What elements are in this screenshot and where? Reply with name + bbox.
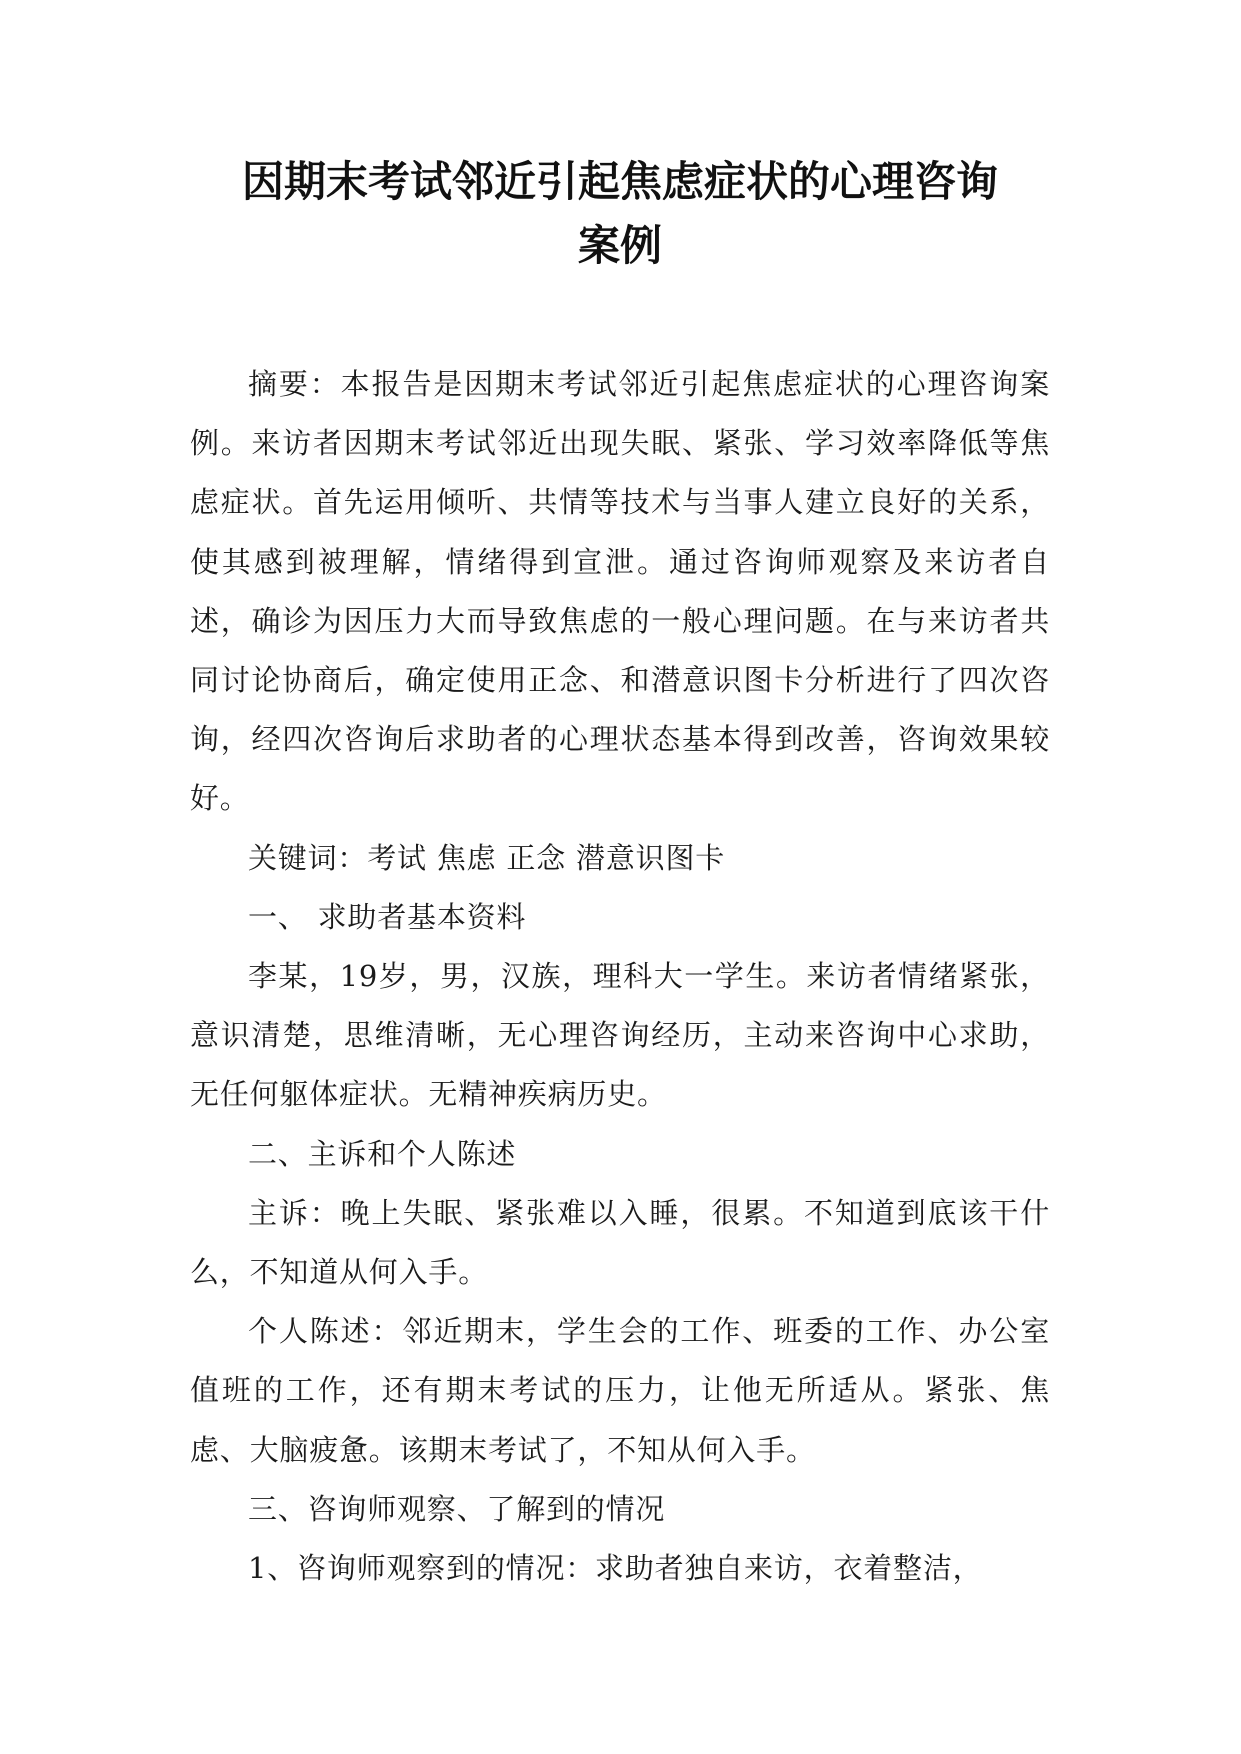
keywords-paragraph: 关键词：考试 焦虑 正念 潜意识图卡	[248, 840, 726, 875]
document-title	[190, 150, 1050, 278]
complaint-paragraph: 主诉：晚上失眠、紧张难以入睡，很累。不知道到底该干什么，不知道从何入手。	[190, 1195, 1050, 1290]
observation-paragraph: 1、咨询师观察到的情况：求助者独自来访，衣着整洁，	[248, 1551, 983, 1586]
basic-info-paragraph: 李某，19岁，男，汉族，理科大一学生。来访者情绪紧张，意识清楚，思维清晰，无心理咨询经历，主动来咨询中心求助，无任何躯体症状。无精神疾病历史。	[190, 959, 1050, 1112]
title-line-1: 因期末考试邻近引起焦虑症状的心理咨询	[241, 157, 998, 206]
abstract-paragraph: 摘要：本报告是因期末考试邻近引起焦虑症状的心理咨询案例。来访者因期末考试邻近出现失眠、紧张、学习效率降低等焦虑症状。首先运用倾听、共情等技术与当事人建立良好的关系，使其感到被理解，情绪得到宣泄。通过咨询师观察及来访者自述，确诊为因压力大而导致焦虑的一般心理问题。在与来访者共同讨论协商后，确定使用正念、和潜意识图卡分析进行了四次咨询，经四次咨询后求助者的心理状态基本得到改善，咨询效果较好。	[190, 367, 1050, 816]
document-body	[190, 355, 1050, 1598]
personal-statement-paragraph: 个人陈述：邻近期末，学生会的工作、班委的工作、办公室值班的工作，还有期末考试的压力，让他无所适从。紧张、焦虑、大脑疲惫。该期末考试了，不知从何入手。	[190, 1314, 1050, 1467]
section-heading-complaint: 二、主诉和个人陈述	[248, 1136, 517, 1171]
section-heading-basic-info: 一、 求助者基本资料	[248, 899, 527, 934]
section-heading-observation: 三、咨询师观察、了解到的情况	[248, 1491, 666, 1526]
title-line-2: 案例	[577, 221, 662, 270]
